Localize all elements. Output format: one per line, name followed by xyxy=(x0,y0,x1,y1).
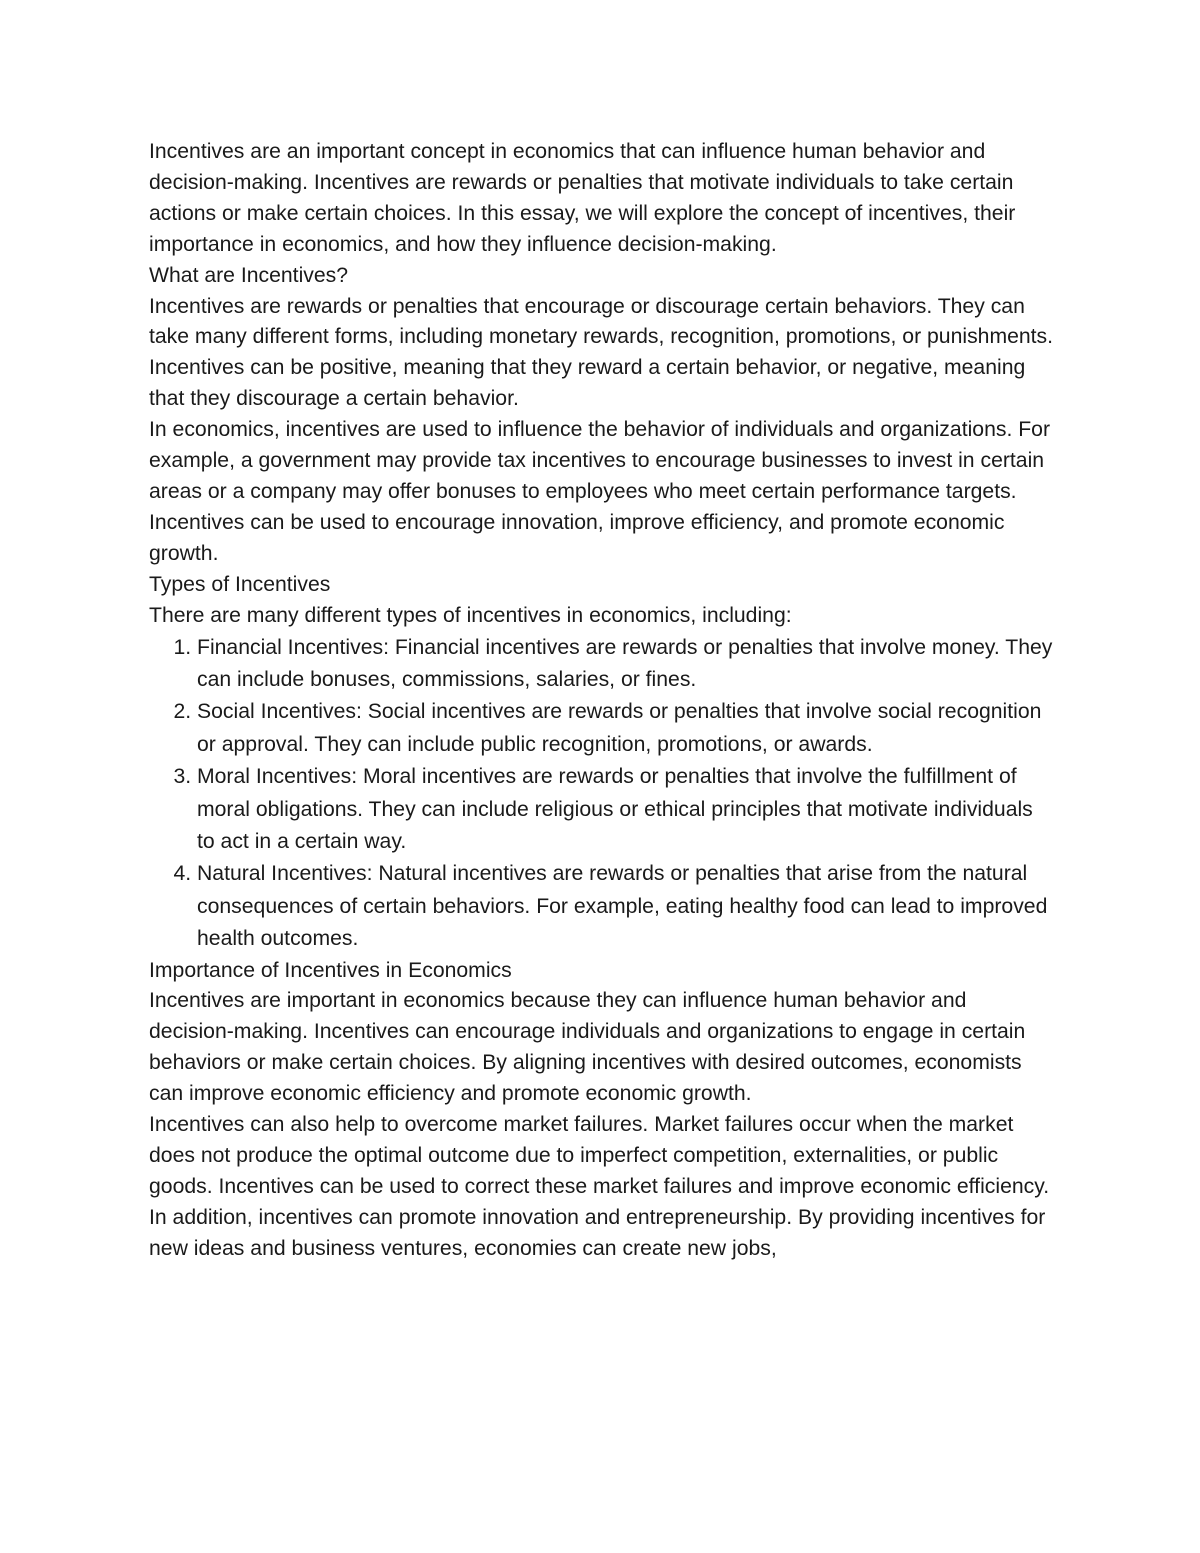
list-item: 3. Moral Incentives: Moral incentives are rewards or penalties that involve the fulfillment of moral obligations. They can include religious or ethical principles that motivate individuals to act in a certain way. xyxy=(197,761,1054,858)
body-paragraph: Incentives are rewards or penalties that encourage or discourage certain behaviors. They can take many different forms, including monetary rewards, recognition, promotions, or punishments. Incentives can be positive, meaning that they reward a certain behavior, or negative, meaning that they discourage a certain behavior. xyxy=(149,294,1054,411)
list-item: 1. Financial Incentives: Financial incentives are rewards or penalties that involve money. They can include bonuses, commissions, salaries, or fines. xyxy=(197,632,1054,697)
list-item: 4. Natural Incentives: Natural incentives are rewards or penalties that arise from the natural consequences of certain behaviors. For example, eating healthy food can lead to improved health outcomes. xyxy=(197,858,1054,955)
list-item: 2. Social Incentives: Social incentives are rewards or penalties that involve social recognition or approval. They can include public recognition, promotions, or awards. xyxy=(197,696,1054,761)
incentive-types-list xyxy=(149,632,1054,956)
document-page xyxy=(149,137,1054,1265)
body-paragraph: Incentives are important in economics because they can influence human behavior and decision-making. Incentives can encourage individuals and organizations to engage in certain behaviors or make certain choices. By aligning incentives with desired outcomes, economists can improve economic efficiency and promote economic growth. xyxy=(149,989,1026,1106)
body-paragraph: Incentives can also help to overcome market failures. Market failures occur when the market does not produce the optimal outcome due to imperfect competition, externalities, or public goods. Incentives can be used to correct these market failures and improve economic efficiency. xyxy=(149,1113,1050,1198)
section-heading-importance-of-incentives: Importance of Incentives in Economics xyxy=(149,958,512,982)
body-paragraph: In addition, incentives can promote innovation and entrepreneurship. By providing incentives for new ideas and business ventures, economies can create new jobs, xyxy=(149,1205,1046,1260)
section-heading-types-of-incentives: Types of Incentives xyxy=(149,572,331,596)
list-lead-paragraph: There are many different types of incentives in economics, including: xyxy=(149,603,792,627)
body-paragraph: In economics, incentives are used to influence the behavior of individuals and organizations. For example, a government may provide tax incentives to encourage businesses to invest in certain areas or a company may offer bonuses to employees who meet certain performance targets. Incentives can be used to encourage innovation, improve efficiency, and promote economic growth. xyxy=(149,418,1050,565)
section-heading-what-are-incentives: What are Incentives? xyxy=(149,263,349,287)
intro-paragraph: Incentives are an important concept in economics that can influence human behavior and decision-making. Incentives are rewards or penalties that motivate individuals to take certain actions or make certain choices. In this essay, we will explore the concept of incentives, their importance in economics, and how they influence decision-making. xyxy=(149,140,1016,256)
